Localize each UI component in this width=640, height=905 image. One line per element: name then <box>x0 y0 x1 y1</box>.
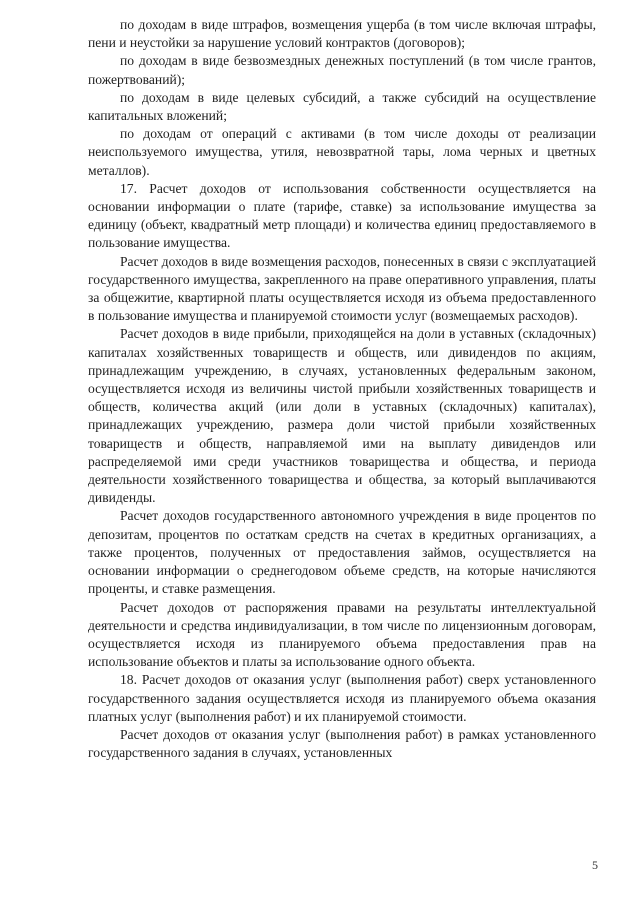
paragraph-donations-income: по доходам в виде безвозмездных денежных поступлений (в том числе грантов, пожертвований); <box>88 53 596 87</box>
document-body <box>88 16 596 762</box>
paragraph-dividends-income: Расчет доходов в виде прибыли, приходящейся на доли в уставных (складочных) капиталах хозяйственных товариществ и обществ, или дивидендов по акциям, принадлежащим учреждению, в случаях, установленных федеральным законом, осуществляется исходя из величины чистой прибыли хозяйственных товариществ и обществ, количества акций (или доли в уставных (складочных) капиталах), принадлежащих учреждению, размера доли чистой прибыли хозяйственных товариществ и обществ, направляемой ими на выплату дивидендов или распределяемой ими среди участников товарищества и общества, и периода деятельности хозяйственного товарищества и общества, за который выплачиваются дивиденды. <box>88 326 596 506</box>
paragraph-state-task-services: Расчет доходов от оказания услуг (выполнения работ) в рамках установленного государственного задания в случаях, установленных <box>88 726 596 761</box>
paragraph-fines-income: по доходам в виде штрафов, возмещения ущерба (в том числе включая штрафы, пени и неустойки за нарушение условий контрактов (договоров); <box>88 17 596 51</box>
paragraph-interest-income: Расчет доходов государственного автономного учреждения в виде процентов по депозитам, процентов по остаткам средств на счетах в кредитных организациях, а также процентов, полученных от предоставления займов, осуществляется на основании информации о среднегодовом объеме средств, на которые начисляются проценты, и ставке размещения. <box>88 508 596 597</box>
paragraph-expense-reimbursement: Расчет доходов в виде возмещения расходов, понесенных в связи с эксплуатацией государственного имущества, закрепленного на праве оперативного управления, платы за общежитие, квартирной платы осуществляется исходя из объема предоставленного в пользование имущества и планируемой стоимости услуг (возмещаемых расходов). <box>88 253 596 324</box>
paragraph-asset-operations-income: по доходам от операций с активами (в том числе доходы от реализации неиспользуемого имущества, утиля, невозвратной тары, лома черных и цветных металлов). <box>88 126 596 178</box>
paragraph-17-property-income: 17. Расчет доходов от использования собственности осуществляется на основании информации о плате (тарифе, ставке) за использование имущества за единицу (объект, квадратный метр площади) и количества единиц предоставляемого в пользование имущества. <box>88 180 596 251</box>
paragraph-subsidies-income: по доходам в виде целевых субсидий, а также субсидий на осуществление капитальных вложений; <box>88 89 596 124</box>
paragraph-18-services-income: 18. Расчет доходов от оказания услуг (выполнения работ) сверх установленного государственного задания осуществляется исходя из планируемого объема оказания платных услуг (выполнения работ) и их планируемой стоимости. <box>88 672 596 724</box>
page-number: 5 <box>592 858 598 872</box>
paragraph-intellectual-rights-income: Расчет доходов от распоряжения правами на результаты интеллектуальной деятельности и средства индивидуализации, в том числе по лицензионным договорам, осуществляется исходя из планируемого объема предоставления прав на использование объектов и платы за использование одного объекта. <box>88 599 596 670</box>
